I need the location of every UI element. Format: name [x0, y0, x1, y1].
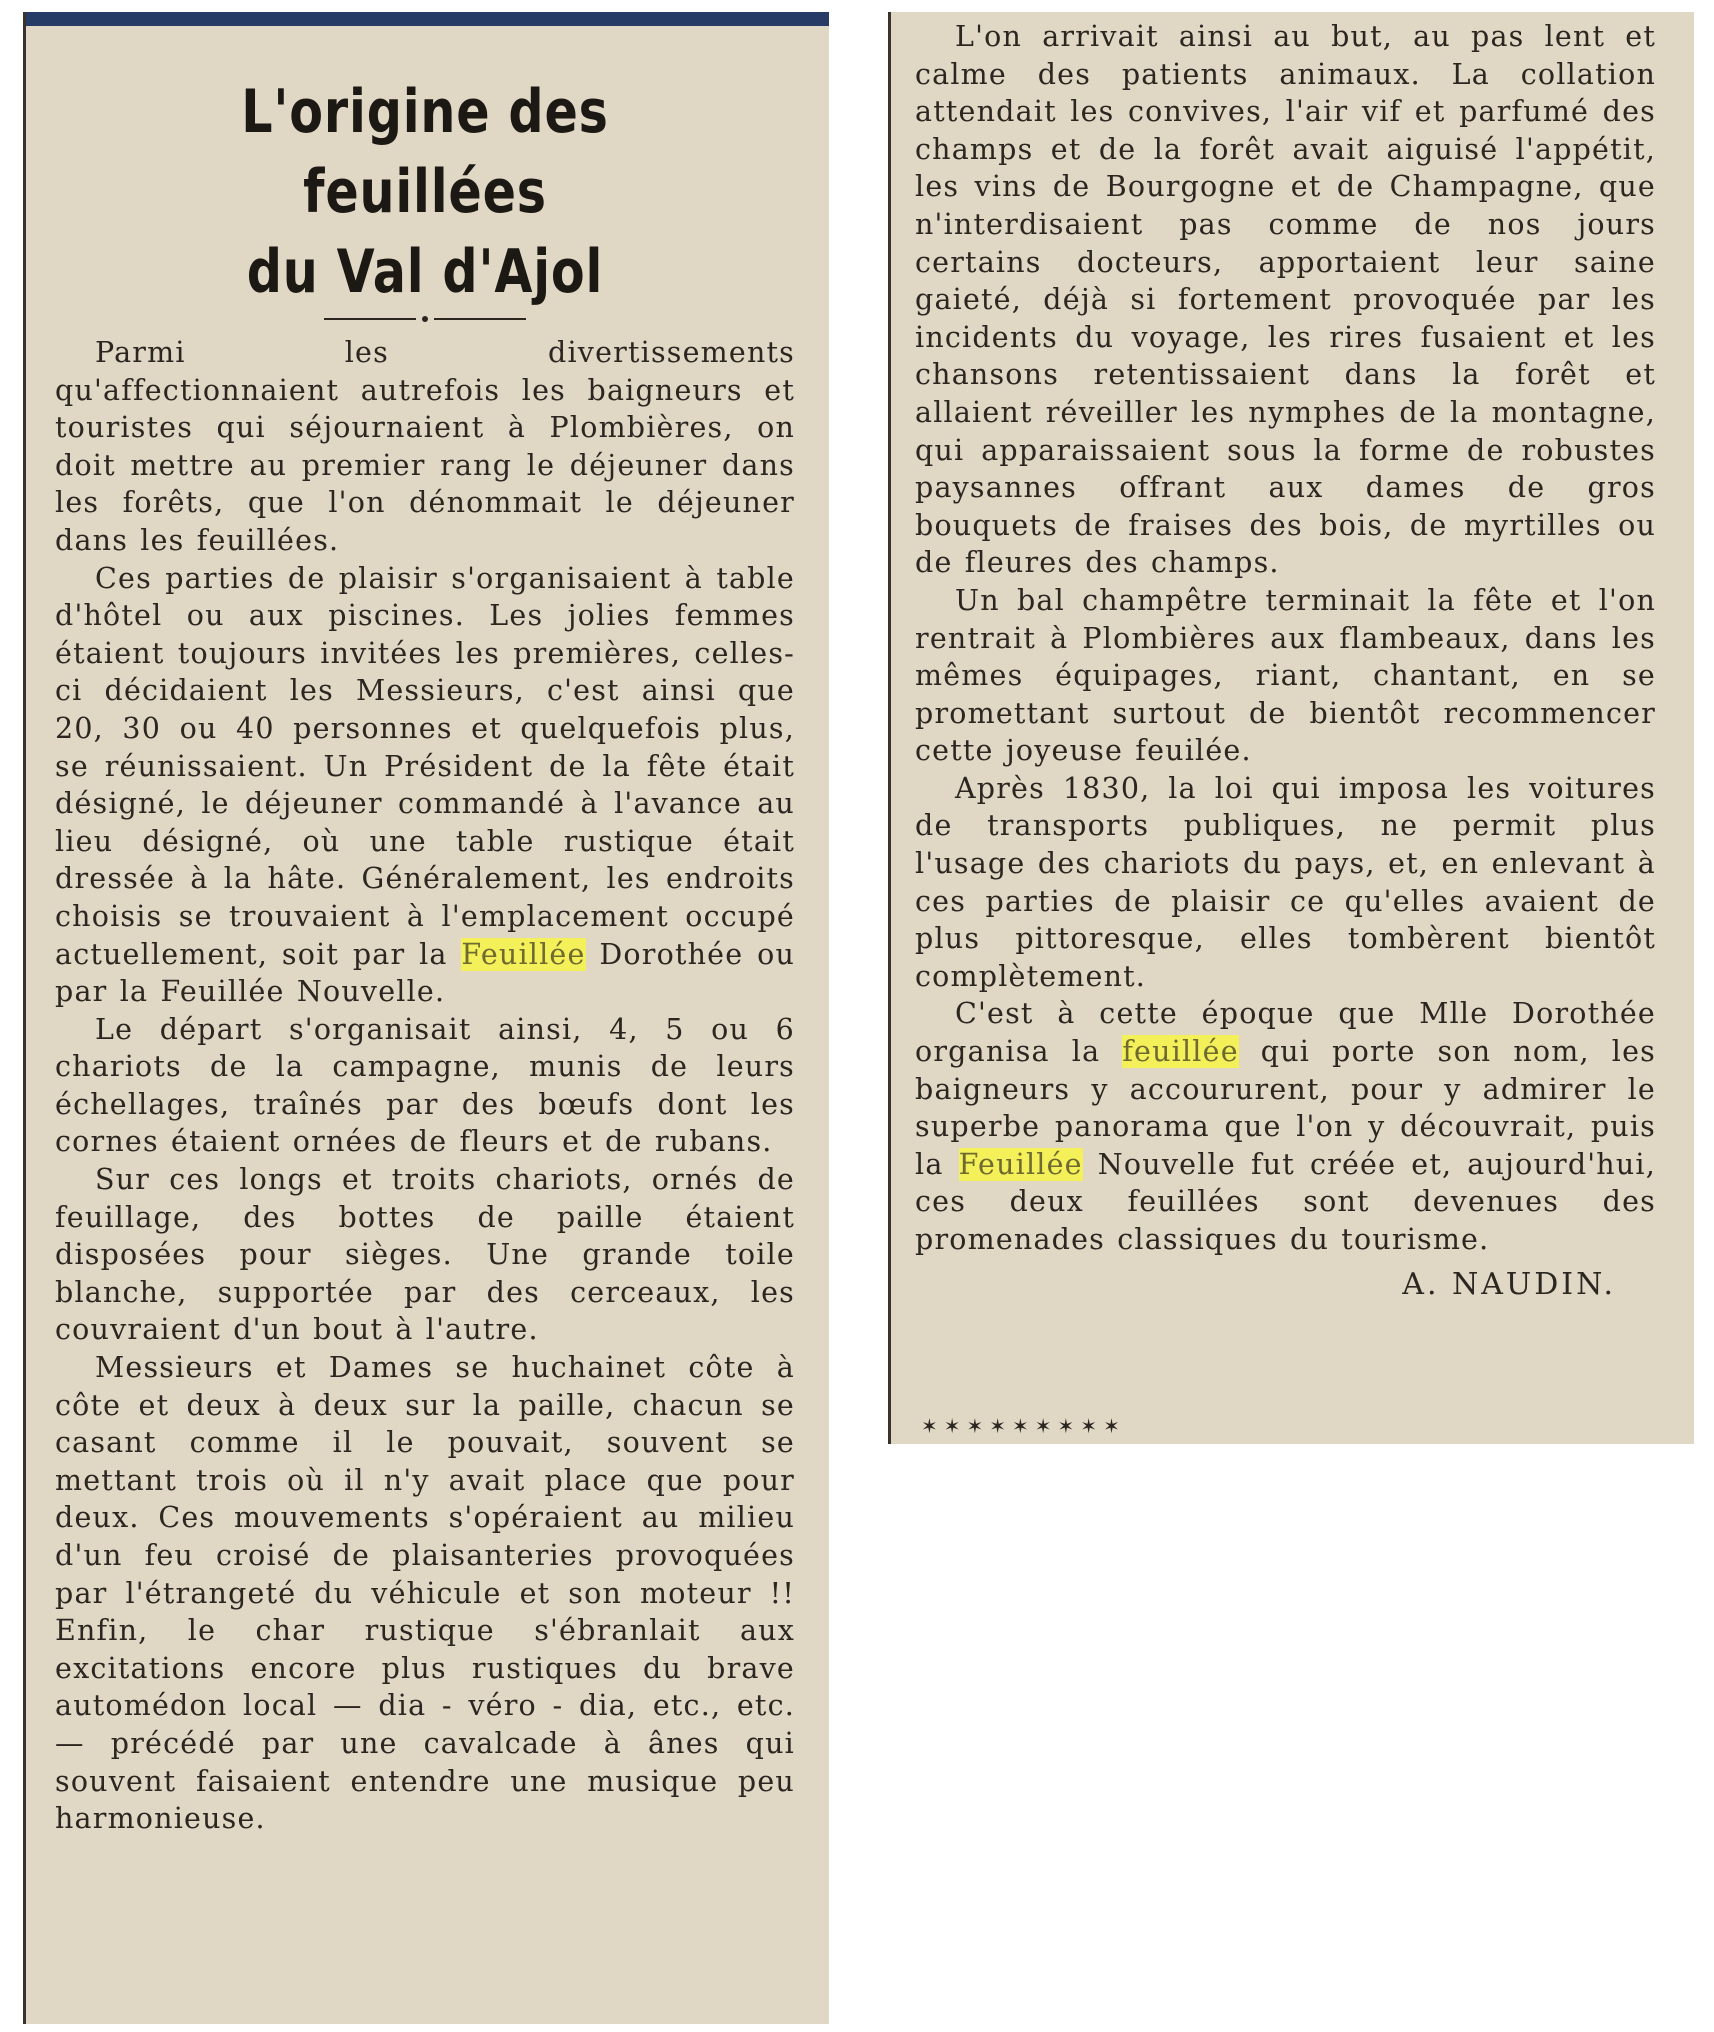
paragraph: Messieurs et Dames se huchainet côte à côte et deux à deux sur la paille, chacun se casant comme il le pouvait, souvent se mettant trois où il n'y avait place que pour deux. Ces mouvements s'opéraient au milieu d'un feu croisé de plaisanteries provoquées par l'étrangeté du véhicule et son moteur !! Enfin, le char rustique s'ébranlait aux excitations encore plus rustiques du brave automédon local — dia - véro - dia, etc., etc. — précédé par une cavalcade à ânes qui souvent faisaient entendre une musique peu harmonieuse. — [55, 1351, 795, 1836]
paragraph — [55, 560, 795, 1011]
paragraph: Après 1830, la loi qui imposa les voitures de transports publiques, ne permit plus l'usage des chariots du pays, et, en enlevant à ces parties de plaisir ce qu'elles avaient de plus pittoresque, elles tombèrent bientôt complètement. — [915, 771, 1656, 993]
paragraph-text: qui porte son nom, les baigneurs y accoururent, pour y admirer le superbe panorama que l'on y découvrait, puis la — [915, 1035, 1656, 1181]
article-column-right — [888, 12, 1694, 1444]
paragraph-text: Dorothée ou par la Feuillée Nouvelle. — [55, 937, 795, 1009]
paragraph-text: Nouvelle fut créée et, aujourd'hui, ces deux feuillées sont devenues des promenades classiques du tourisme. — [915, 1147, 1656, 1256]
separator-stars: ✶✶✶✶✶✶✶✶✶ — [921, 1414, 1126, 1438]
paragraph-text: C'est à cette époque que Mlle Dorothée organisa la — [915, 997, 1656, 1069]
highlighted-term: Feuillée — [958, 1147, 1083, 1181]
highlighted-term: feuillée — [1122, 1035, 1239, 1069]
article-title — [122, 72, 729, 312]
title-divider — [55, 316, 795, 322]
article-title-line2: du Val d'Ajol — [246, 237, 604, 307]
article-column-left — [23, 12, 829, 2024]
paragraph: Le départ s'organisait ainsi, 4, 5 ou 6 chariots de la campagne, munis de leurs échellages, traînés par des bœufs dont les cornes étaient ornées de fleurs et de rubans. — [55, 1012, 795, 1159]
paragraph — [915, 995, 1656, 1258]
paragraph: Un bal champêtre terminait la fête et l'on rentrait à Plombières aux flambeaux, dans les mêmes équipages, riant, chantant, en se promettant surtout de bientôt recommencer cette joyeuse feuilée. — [915, 583, 1656, 768]
highlighted-term: Feuillée — [461, 937, 586, 971]
article-title-line1: L'origine des feuillées — [241, 77, 609, 227]
paragraph: Sur ces longs et troits chariots, ornés de feuillage, des bottes de paille étaient disposées pour sièges. Une grande toile blanche, supportée par des cerceaux, les couvraient d'un bout à l'autre. — [55, 1163, 795, 1347]
paragraph-text: Ces parties de plaisir s'organisaient à table d'hôtel ou aux piscines. Les jolies femmes étaient toujours invitées les premières, celles-ci décidaient les Messieurs, c'est ainsi que 20, 30 ou 40 personnes et quelquefois plus, se réunissaient. Un Président de la fête était désigné, le déjeuner commandé à l'avance au lieu désigné, où une table rustique était dressée à la hâte. Généralement, les endroits choisis se trouvaient à l'emplacement occupé actuellement, soit par la — [55, 561, 795, 971]
author-signature: A. NAUDIN. — [1402, 1266, 1616, 1302]
paragraph: Parmi les divertissements qu'affectionnaient autrefois les baigneurs et touristes qui séjournaient à Plombières, on doit mettre au premier rang le déjeuner dans les forêts, que l'on dénommait le déjeuner dans les feuillées. — [55, 336, 795, 557]
paragraph: L'on arrivait ainsi au but, au pas lent et calme des patients animaux. La collation attendait les convives, l'air vif et parfumé des champs et de la forêt avait aiguisé l'appétit, les vins de Bourgogne et de Champagne, que n'interdisaient pas comme de nos jours certains docteurs, apportaient leur saine gaieté, déjà si fortement provoquée par les incidents du voyage, les rires fusaient et les chansons retentissaient dans la forêt et allaient réveiller les nymphes de la montagne, qui apparaissaient sous la forme de robustes paysannes offrant aux dames de gros bouquets de fraises des bois, de myrtilles ou de fleures des champs. — [915, 20, 1656, 580]
